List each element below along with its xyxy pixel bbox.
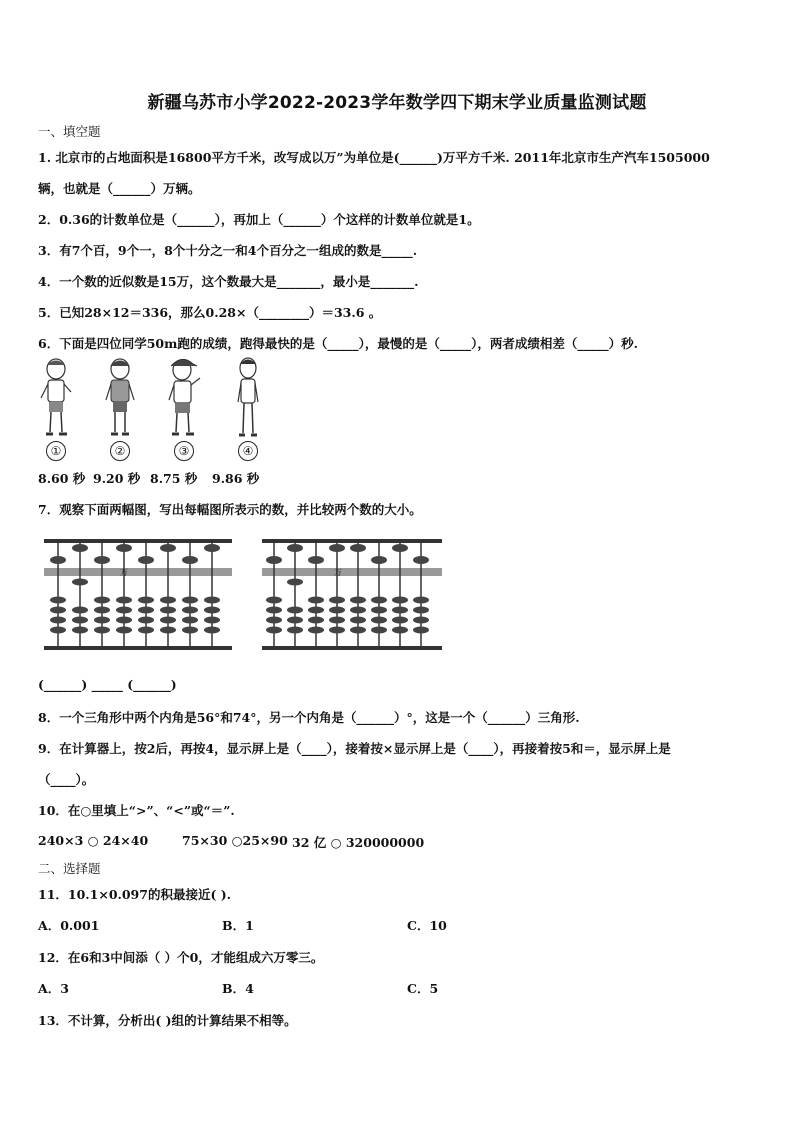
runner-3-illustration	[164, 356, 204, 440]
question-12-option-a: A．3	[38, 981, 69, 996]
question-1-line-1: 1. 北京市的占地面积是16800平方千米，改写成以万”为单位是(______)万平方千米. 2011年北京市生产汽车1505000	[38, 150, 710, 165]
abacus-right	[262, 536, 442, 652]
runner-4-illustration	[228, 356, 268, 440]
question-9-line-2: （____）。	[38, 772, 95, 787]
question-2: 2．0.36的计数单位是（______），再加上（______）个这样的计数单位就是1。	[38, 212, 480, 227]
runner-time-2: 9.20 秒	[93, 471, 141, 486]
question-12-option-b: B．4	[222, 981, 254, 996]
question-10-item-3: 32 亿 ○ 320000000	[292, 835, 425, 850]
page-title: 新疆乌苏市小学2022-2023学年数学四下期末学业质量监测试题	[147, 93, 647, 113]
question-12-option-c: C．5	[407, 981, 439, 996]
question-8: 8．一个三角形中两个内角是56°和74°，另一个内角是（______）°，这是一个（______）三角形.	[38, 710, 580, 725]
question-10: 10．在○里填上“>”、“<”或“＝”.	[38, 803, 235, 818]
runner-1-illustration	[36, 356, 76, 440]
runner-label-4: ④	[238, 441, 258, 461]
question-9-line-1: 9．在计算器上，按2后，再按4，显示屏上是（____），接着按×显示屏上是（____），再接着按5和＝，显示屏上是	[38, 741, 671, 756]
question-3: 3．有7个百，9个一，8个十分之一和4个百分之一组成的数是_____.	[38, 243, 418, 258]
runner-2-illustration	[100, 356, 140, 440]
runner-time-3: 8.75 秒	[150, 471, 198, 486]
abacus-right-unit-label: 万	[334, 568, 342, 577]
question-11-option-c: C．10	[407, 918, 447, 933]
section-choice-heading: 二、选择题	[38, 861, 101, 876]
question-10-item-2: 75×30 ○25×90	[182, 833, 288, 848]
runner-time-4: 9.86 秒	[212, 471, 260, 486]
abacus-left	[44, 536, 232, 652]
question-1-line-2: 辆，也就是（______）万辆。	[38, 181, 201, 196]
question-12: 12．在6和3中间添（ ）个0，才能组成六万零三。	[38, 950, 324, 965]
question-11-option-a: A．0.001	[38, 918, 100, 933]
runner-label-1: ①	[46, 441, 66, 461]
runner-time-1: 8.60 秒	[38, 471, 86, 486]
question-13: 13．不计算，分析出( )组的计算结果不相等。	[38, 1013, 297, 1028]
question-6: 6．下面是四位同学50m跑的成绩，跑得最快的是（_____），最慢的是（_____），两者成绩相差（_____）秒.	[38, 336, 638, 351]
section-fill-blank-heading: 一、填空题	[38, 124, 101, 139]
question-4: 4．一个数的近似数是15万，这个数最大是_______，最小是_______.	[38, 274, 419, 289]
question-5: 5．已知28×12＝336，那么0.28×（________）＝33.6 。	[38, 305, 382, 320]
abacus-left-unit-label: 万	[120, 568, 128, 577]
question-10-item-1: 240×3 ○ 24×40	[38, 833, 149, 848]
question-11-option-b: B．1	[222, 918, 254, 933]
question-11: 11．10.1×0.097的积最接近( ).	[38, 887, 231, 902]
question-7-answer-blanks: (______) _____ (______)	[38, 677, 177, 692]
runner-label-3: ③	[174, 441, 194, 461]
question-7: 7．观察下面两幅图，写出每幅图所表示的数，并比较两个数的大小。	[38, 502, 422, 517]
runner-label-2: ②	[110, 441, 130, 461]
